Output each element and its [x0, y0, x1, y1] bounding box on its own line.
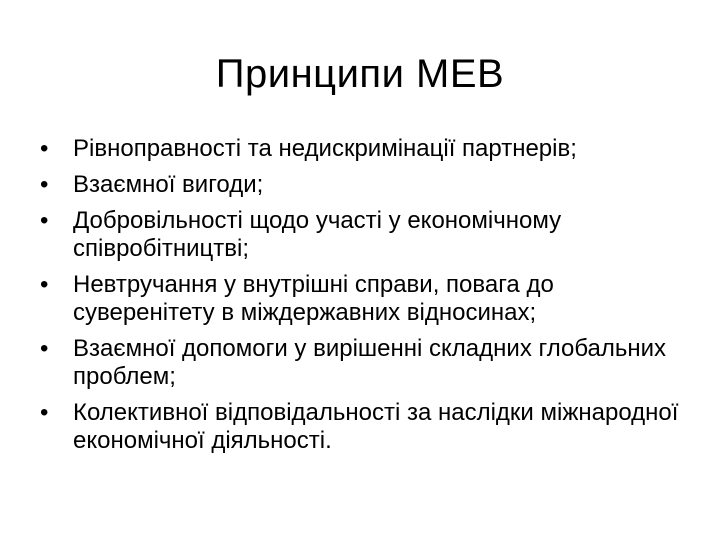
list-item-text: Рівноправності та недискримінації партнерів; — [73, 135, 577, 162]
bullet-icon: • — [40, 399, 49, 426]
list-item-text: Взаємної допомоги у вирішенні складних глобальних проблем; — [73, 335, 667, 390]
bullet-icon: • — [40, 335, 49, 362]
list-item — [40, 271, 680, 327]
list-item-text: Взаємної вигоди; — [73, 171, 264, 198]
bullet-icon: • — [40, 135, 49, 162]
list-item — [40, 171, 680, 199]
principles-list — [40, 135, 680, 463]
list-item-text: Добровільності щодо участі у економічному співробітництві; — [73, 207, 562, 262]
list-item — [40, 135, 680, 163]
list-item-text: Колективної відповідальності за наслідки міжнародної економічної діяльності. — [73, 399, 679, 454]
list-item — [40, 335, 680, 391]
bullet-icon: • — [40, 207, 49, 234]
bullet-icon: • — [40, 171, 49, 198]
list-item — [40, 207, 680, 263]
slide-title: Принципи МЕВ — [215, 52, 505, 96]
list-item — [40, 399, 680, 455]
bullet-icon: • — [40, 271, 49, 298]
list-item-text: Невтручання у внутрішні справи, повага до суверенітету в міждержавних відносинах; — [73, 271, 554, 326]
